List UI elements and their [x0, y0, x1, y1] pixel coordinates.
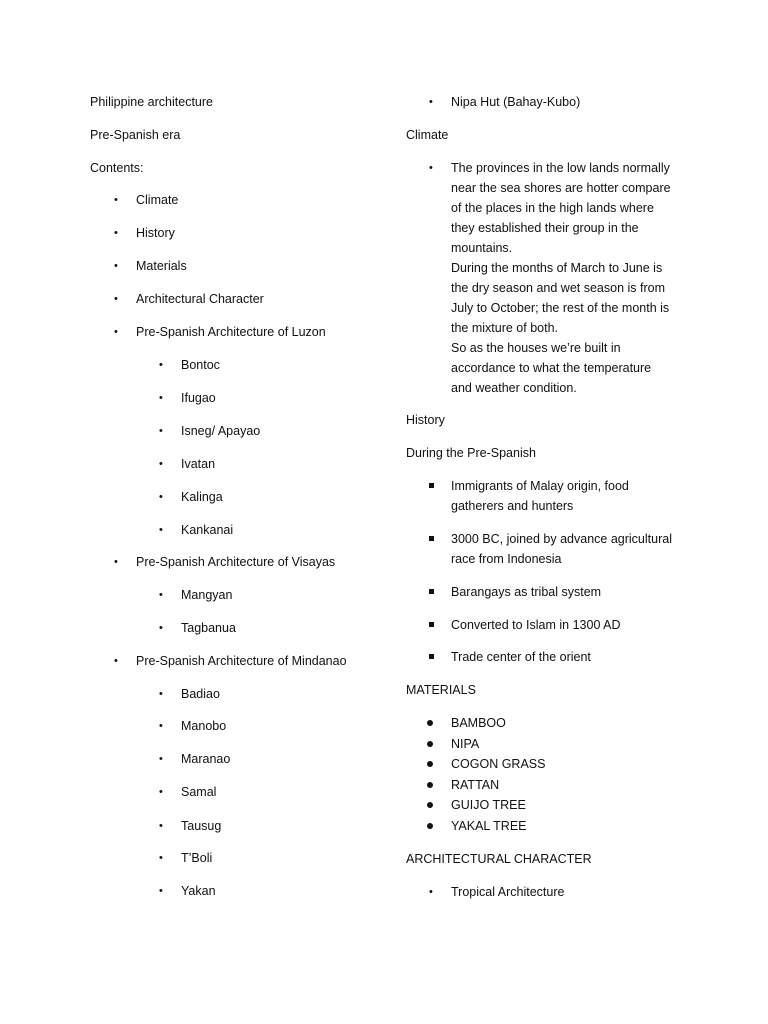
list-item: Bontoc — [181, 358, 220, 372]
climate-line: of the places in the high lands where — [451, 201, 654, 215]
list-item: RATTAN — [451, 778, 500, 792]
climate-line: the mixture of both. — [451, 321, 559, 335]
list-item: gatherers and hunters — [451, 499, 574, 513]
climate-line: mountains. — [451, 241, 513, 255]
list-item: Badiao — [181, 687, 220, 701]
list-item: Ivatan — [181, 457, 216, 471]
bullet-icon — [427, 720, 433, 726]
list-item: Mangyan — [181, 588, 233, 602]
climate-line: accordance to what the temperature — [451, 361, 652, 375]
bullet-icon: • — [114, 227, 118, 239]
list-item: Pre-Spanish Architecture of Luzon — [136, 325, 326, 339]
climate-heading: Climate — [406, 128, 449, 142]
bullet-icon: • — [159, 491, 163, 503]
bullet-icon: • — [114, 293, 118, 305]
bullet-icon — [427, 802, 433, 808]
list-item: T’Boli — [181, 851, 213, 865]
era-heading: Pre-Spanish era — [90, 128, 181, 142]
list-item: Pre-Spanish Architecture of Visayas — [136, 555, 336, 569]
list-item: Manobo — [181, 719, 227, 733]
list-item: COGON GRASS — [451, 757, 546, 771]
bullet-icon: • — [159, 524, 163, 536]
square-bullet-icon — [429, 483, 434, 488]
list-item: Isneg/ Apayao — [181, 424, 261, 438]
bullet-icon: • — [159, 688, 163, 700]
architectural-character-heading: ARCHITECTURAL CHARACTER — [406, 852, 592, 866]
list-item: BAMBOO — [451, 716, 506, 730]
list-item: Trade center of the orient — [451, 650, 591, 664]
contents-label: Contents: — [90, 161, 144, 175]
bullet-icon: • — [114, 194, 118, 206]
square-bullet-icon — [429, 536, 434, 541]
bullet-icon: • — [159, 622, 163, 634]
bullet-icon: • — [429, 886, 433, 898]
list-item: Maranao — [181, 752, 231, 766]
bullet-icon: • — [159, 458, 163, 470]
bullet-icon — [427, 823, 433, 829]
list-item: Kalinga — [181, 490, 223, 504]
list-item: Nipa Hut (Bahay-Kubo) — [451, 95, 581, 109]
bullet-icon: • — [429, 162, 433, 174]
bullet-icon: • — [159, 589, 163, 601]
list-item: Converted to Islam in 1300 AD — [451, 618, 621, 632]
climate-line: During the months of March to June is — [451, 261, 663, 275]
list-item: Kankanai — [181, 523, 234, 537]
list-item: Pre-Spanish Architecture of Mindanao — [136, 654, 347, 668]
climate-line: they established their group in the — [451, 221, 639, 235]
bullet-icon: • — [114, 556, 118, 568]
climate-line: and weather condition. — [451, 381, 577, 395]
list-item: Barangays as tribal system — [451, 585, 602, 599]
bullet-icon: • — [159, 392, 163, 404]
list-item: History — [136, 226, 175, 240]
bullet-icon: • — [159, 359, 163, 371]
list-item: Yakan — [181, 884, 216, 898]
bullet-icon — [427, 782, 433, 788]
climate-line: So as the houses we’re built in — [451, 341, 621, 355]
bullet-icon: • — [159, 786, 163, 798]
bullet-icon: • — [159, 753, 163, 765]
history-subheading: During the Pre-Spanish — [406, 446, 536, 460]
list-item: 3000 BC, joined by advance agricultural — [451, 532, 672, 546]
list-item: Ifugao — [181, 391, 216, 405]
list-item: Samal — [181, 785, 217, 799]
square-bullet-icon — [429, 654, 434, 659]
list-item: NIPA — [451, 737, 480, 751]
list-item: GUIJO TREE — [451, 798, 526, 812]
list-item: Tropical Architecture — [451, 885, 565, 899]
square-bullet-icon — [429, 589, 434, 594]
list-item: Tagbanua — [181, 621, 236, 635]
list-item: Architectural Character — [136, 292, 264, 306]
list-item: Tausug — [181, 819, 222, 833]
bullet-icon: • — [114, 326, 118, 338]
climate-line: July to October; the rest of the month is — [451, 301, 670, 315]
climate-line: The provinces in the low lands normally — [451, 161, 670, 175]
bullet-icon: • — [159, 820, 163, 832]
bullet-icon — [427, 741, 433, 747]
bullet-icon: • — [159, 425, 163, 437]
bullet-icon: • — [429, 96, 433, 108]
bullet-icon: • — [159, 720, 163, 732]
bullet-icon: • — [159, 852, 163, 864]
document-title: Philippine architecture — [90, 95, 213, 109]
list-item: race from Indonesia — [451, 552, 562, 566]
list-item: YAKAL TREE — [451, 819, 527, 833]
list-item: Materials — [136, 259, 187, 273]
climate-line: near the sea shores are hotter compare — [451, 181, 671, 195]
bullet-icon: • — [159, 885, 163, 897]
bullet-icon: • — [114, 260, 118, 272]
list-item: Immigrants of Malay origin, food — [451, 479, 629, 493]
bullet-icon: • — [114, 655, 118, 667]
history-heading: History — [406, 413, 445, 427]
climate-line: the dry season and wet season is from — [451, 281, 666, 295]
list-item: Climate — [136, 193, 179, 207]
square-bullet-icon — [429, 622, 434, 627]
materials-heading: MATERIALS — [406, 683, 476, 697]
bullet-icon — [427, 761, 433, 767]
